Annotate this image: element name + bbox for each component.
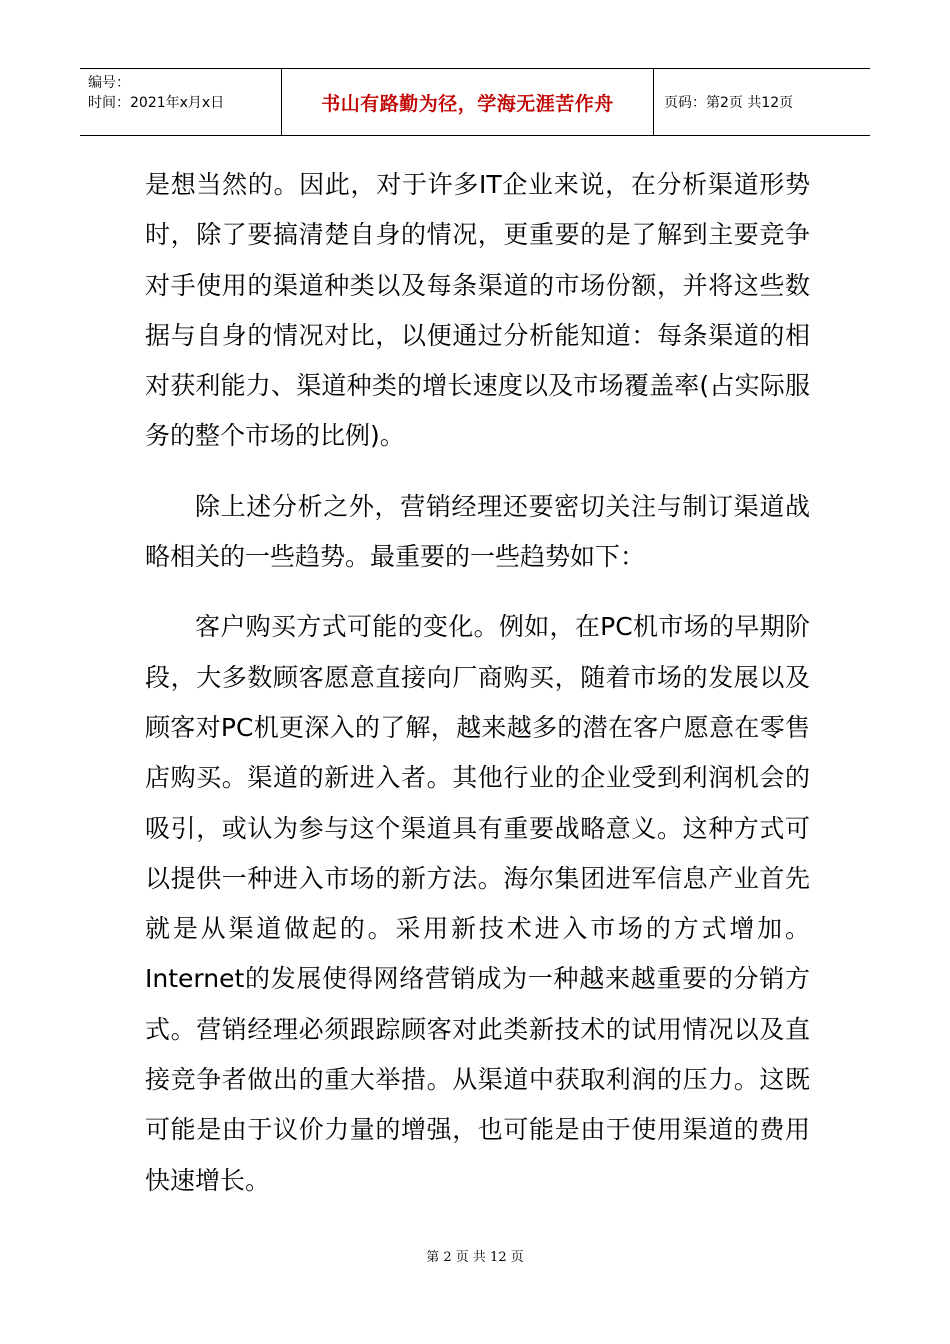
header-page-cell bbox=[654, 69, 870, 135]
page-footer: 第 2 页 共 12 页 bbox=[426, 1250, 524, 1265]
paragraph-gap bbox=[145, 462, 810, 482]
paragraph-3: 客户购买方式可能的变化。例如，在PC机市场的早期阶段，大多数顾客愿意直接向厂商购买，随着市场的发展以及顾客对PC机更深入的了解，越来越多的潜在客户愿意在零售店购买。渠道的新进入者。其他行业的企业受到利润机会的吸引，或认为参与这个渠道具有重要战略意义。这种方式可以提供一种进入市场的新方法。海尔集团进军信息产业首先就是从渠道做起的。采用新技术进入市场的方式增加。Internet的发展使得网络营销成为一种越来越重要的分销方式。营销经理必须跟踪顾客对此类新技术的试用情况以及直接竞争者做出的重大举措。从渠道中获取利润的压力。这既可能是由于议价力量的增强，也可能是由于使用渠道的费用快速增长。 bbox=[145, 612, 810, 1195]
paragraph-gap bbox=[145, 582, 810, 602]
number-label: 编号： bbox=[88, 75, 130, 91]
header-table bbox=[80, 68, 870, 136]
paragraph-1: 是想当然的。因此，对于许多IT企业来说，在分析渠道形势时，除了要搞清楚自身的情况，更重要的是了解到主要竞争对手使用的渠道种类以及每条渠道的市场份额，并将这些数据与自身的情况对比，以便通过分析能知道：每条渠道的相对获利能力、渠道种类的增长速度以及市场覆盖率(占实际服务的整个市场的比例)。 bbox=[145, 170, 810, 451]
header-motto-cell bbox=[282, 69, 654, 135]
time-label: 时间：2021年x月x日 bbox=[88, 95, 225, 111]
document-body bbox=[145, 160, 810, 1206]
motto-text: 书山有路勤为径，学海无涯苦作舟 bbox=[321, 92, 614, 115]
header-info-cell bbox=[80, 69, 282, 135]
page-number-label: 页码：第2页 共12页 bbox=[664, 95, 794, 111]
paragraph-2: 除上述分析之外，营销经理还要密切关注与制订渠道战略相关的一些趋势。最重要的一些趋势如下： bbox=[145, 491, 810, 572]
